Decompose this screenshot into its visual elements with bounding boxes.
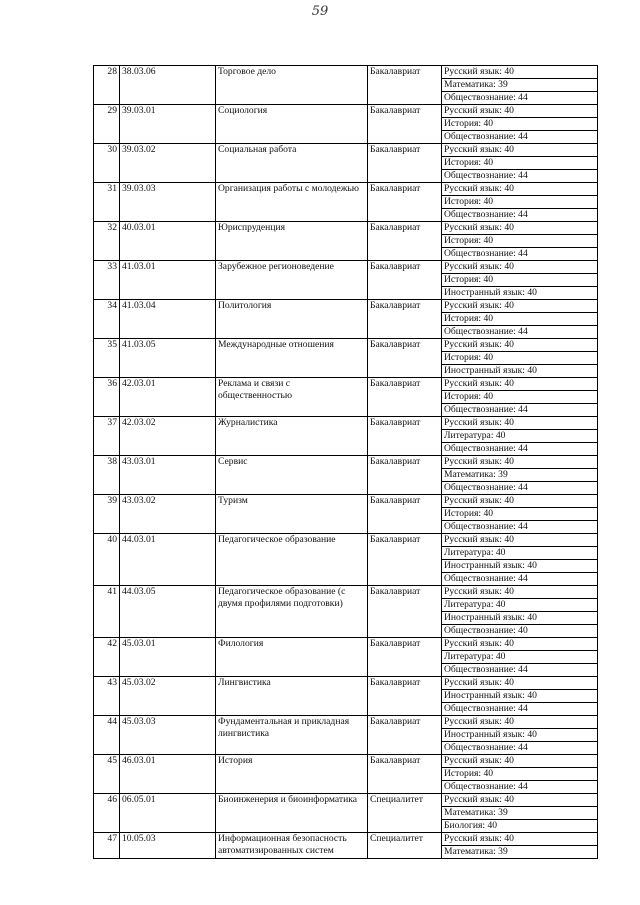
specialty-code-cell: 42.03.02 — [120, 417, 216, 456]
education-level-cell: Бакалавриат — [368, 66, 442, 105]
row-number-cell: 40 — [94, 534, 120, 586]
exam-min-score-cell: Математика: 39 — [442, 846, 598, 859]
table-row — [94, 833, 598, 846]
table-row — [94, 144, 598, 157]
exam-min-score-cell: История: 40 — [442, 118, 598, 131]
exam-min-score-cell: История: 40 — [442, 196, 598, 209]
education-level-cell: Бакалавриат — [368, 339, 442, 378]
table-row — [94, 300, 598, 313]
row-number-cell: 46 — [94, 794, 120, 833]
education-level-cell: Бакалавриат — [368, 378, 442, 417]
exam-min-score-cell: Русский язык: 40 — [442, 300, 598, 313]
specialty-code-cell: 40.03.01 — [120, 222, 216, 261]
education-level-cell: Бакалавриат — [368, 261, 442, 300]
education-level-cell: Бакалавриат — [368, 144, 442, 183]
exam-min-score-cell: Русский язык: 40 — [442, 677, 598, 690]
table-row — [94, 105, 598, 118]
table-row — [94, 66, 598, 79]
exam-min-score-cell: Иностранный язык: 40 — [442, 690, 598, 703]
exam-min-score-cell: История: 40 — [442, 157, 598, 170]
education-level-cell: Бакалавриат — [368, 300, 442, 339]
page-number: 59 — [311, 4, 329, 19]
row-number-cell: 45 — [94, 755, 120, 794]
specialty-name-cell: Фундаментальная и прикладная лингвистика — [216, 716, 368, 755]
specialty-name-cell: Социология — [216, 105, 368, 144]
specialty-code-cell: 39.03.03 — [120, 183, 216, 222]
specialty-name-cell: Реклама и связи с общественностью — [216, 378, 368, 417]
row-number-cell: 38 — [94, 456, 120, 495]
specialty-name-cell: Торговое дело — [216, 66, 368, 105]
exam-min-score-cell: Иностранный язык: 40 — [442, 729, 598, 742]
specialty-code-cell: 39.03.02 — [120, 144, 216, 183]
specialty-name-cell: Филология — [216, 638, 368, 677]
education-level-cell: Бакалавриат — [368, 716, 442, 755]
education-level-cell: Специалитет — [368, 794, 442, 833]
table-row — [94, 417, 598, 430]
specialty-name-cell: Сервис — [216, 456, 368, 495]
specialty-code-cell: 43.03.02 — [120, 495, 216, 534]
exam-min-score-cell: Русский язык: 40 — [442, 833, 598, 846]
specialty-code-cell: 44.03.01 — [120, 534, 216, 586]
row-number-cell: 35 — [94, 339, 120, 378]
exam-min-score-cell: История: 40 — [442, 274, 598, 287]
exam-min-score-cell: Русский язык: 40 — [442, 534, 598, 547]
row-number-cell: 37 — [94, 417, 120, 456]
exam-min-score-cell: Иностранный язык: 40 — [442, 560, 598, 573]
exam-min-score-cell: Обществознание: 44 — [442, 573, 598, 586]
exam-min-score-cell: Обществознание: 44 — [442, 742, 598, 755]
exam-min-score-cell: Обществознание: 44 — [442, 209, 598, 222]
specialty-code-cell: 42.03.01 — [120, 378, 216, 417]
exam-min-score-cell: Обществознание: 44 — [442, 664, 598, 677]
table-row — [94, 378, 598, 391]
specialty-name-cell: Информационная безопасность автоматизированных систем — [216, 833, 368, 859]
exam-min-score-cell: Русский язык: 40 — [442, 339, 598, 352]
exam-min-score-cell: Иностранный язык: 40 — [442, 287, 598, 300]
table-row — [94, 261, 598, 274]
row-number-cell: 41 — [94, 586, 120, 638]
specialty-name-cell: Журналистика — [216, 417, 368, 456]
education-level-cell: Бакалавриат — [368, 638, 442, 677]
table-row — [94, 794, 598, 807]
row-number-cell: 33 — [94, 261, 120, 300]
specialty-code-cell: 43.03.01 — [120, 456, 216, 495]
table-row — [94, 638, 598, 651]
exam-min-score-cell: Русский язык: 40 — [442, 222, 598, 235]
specialty-name-cell: Педагогическое образование — [216, 534, 368, 586]
education-level-cell: Бакалавриат — [368, 534, 442, 586]
exam-min-score-cell: Иностранный язык: 40 — [442, 612, 598, 625]
table-row — [94, 495, 598, 508]
exam-min-score-cell: Русский язык: 40 — [442, 638, 598, 651]
row-number-cell: 39 — [94, 495, 120, 534]
exam-min-score-cell: Литература: 40 — [442, 651, 598, 664]
table-row — [94, 677, 598, 690]
table-row — [94, 716, 598, 729]
admission-table — [93, 65, 598, 859]
specialty-code-cell: 46.03.01 — [120, 755, 216, 794]
specialty-code-cell: 41.03.05 — [120, 339, 216, 378]
education-level-cell: Бакалавриат — [368, 417, 442, 456]
exam-min-score-cell: Обществознание: 44 — [442, 131, 598, 144]
exam-min-score-cell: Литература: 40 — [442, 430, 598, 443]
education-level-cell: Бакалавриат — [368, 456, 442, 495]
specialty-name-cell: Лингвистика — [216, 677, 368, 716]
exam-min-score-cell: Литература: 40 — [442, 547, 598, 560]
exam-min-score-cell: Обществознание: 44 — [442, 482, 598, 495]
exam-min-score-cell: Русский язык: 40 — [442, 794, 598, 807]
exam-min-score-cell: Русский язык: 40 — [442, 456, 598, 469]
specialty-code-cell: 39.03.01 — [120, 105, 216, 144]
specialty-code-cell: 44.03.05 — [120, 586, 216, 638]
specialty-name-cell: Туризм — [216, 495, 368, 534]
specialty-name-cell: Международные отношения — [216, 339, 368, 378]
exam-min-score-cell: Математика: 39 — [442, 469, 598, 482]
table-row — [94, 534, 598, 547]
specialty-name-cell: История — [216, 755, 368, 794]
row-number-cell: 36 — [94, 378, 120, 417]
exam-min-score-cell: Математика: 39 — [442, 79, 598, 92]
exam-min-score-cell: Русский язык: 40 — [442, 261, 598, 274]
exam-min-score-cell: Обществознание: 40 — [442, 625, 598, 638]
education-level-cell: Бакалавриат — [368, 586, 442, 638]
specialty-name-cell: Биоинженерия и биоинформатика — [216, 794, 368, 833]
table-row — [94, 183, 598, 196]
table-row — [94, 456, 598, 469]
exam-min-score-cell: Иностранный язык: 40 — [442, 365, 598, 378]
exam-min-score-cell: История: 40 — [442, 352, 598, 365]
exam-min-score-cell: Русский язык: 40 — [442, 495, 598, 508]
exam-min-score-cell: История: 40 — [442, 391, 598, 404]
specialty-name-cell: Юриспруденция — [216, 222, 368, 261]
table-row — [94, 755, 598, 768]
exam-min-score-cell: История: 40 — [442, 235, 598, 248]
row-number-cell: 30 — [94, 144, 120, 183]
specialty-code-cell: 45.03.02 — [120, 677, 216, 716]
specialty-code-cell: 41.03.01 — [120, 261, 216, 300]
exam-min-score-cell: История: 40 — [442, 768, 598, 781]
specialty-code-cell: 06.05.01 — [120, 794, 216, 833]
row-number-cell: 44 — [94, 716, 120, 755]
exam-min-score-cell: Русский язык: 40 — [442, 755, 598, 768]
exam-min-score-cell: Русский язык: 40 — [442, 183, 598, 196]
row-number-cell: 29 — [94, 105, 120, 144]
specialty-code-cell: 38.03.06 — [120, 66, 216, 105]
exam-min-score-cell: Русский язык: 40 — [442, 66, 598, 79]
education-level-cell: Бакалавриат — [368, 183, 442, 222]
row-number-cell: 32 — [94, 222, 120, 261]
exam-min-score-cell: Русский язык: 40 — [442, 417, 598, 430]
exam-min-score-cell: Биология: 40 — [442, 820, 598, 833]
row-number-cell: 43 — [94, 677, 120, 716]
table-row — [94, 339, 598, 352]
specialty-code-cell: 41.03.04 — [120, 300, 216, 339]
specialty-name-cell: Организация работы с молодежью — [216, 183, 368, 222]
specialty-name-cell: Социальная работа — [216, 144, 368, 183]
row-number-cell: 31 — [94, 183, 120, 222]
education-level-cell: Бакалавриат — [368, 677, 442, 716]
exam-min-score-cell: История: 40 — [442, 508, 598, 521]
exam-min-score-cell: История: 40 — [442, 313, 598, 326]
exam-min-score-cell: Обществознание: 44 — [442, 443, 598, 456]
exam-min-score-cell: Русский язык: 40 — [442, 378, 598, 391]
specialty-code-cell: 45.03.01 — [120, 638, 216, 677]
exam-min-score-cell: Русский язык: 40 — [442, 144, 598, 157]
row-number-cell: 28 — [94, 66, 120, 105]
specialty-name-cell: Педагогическое образование (с двумя профилями подготовки) — [216, 586, 368, 638]
exam-min-score-cell: Литература: 40 — [442, 599, 598, 612]
education-level-cell: Бакалавриат — [368, 222, 442, 261]
table-body — [94, 66, 598, 859]
specialty-code-cell: 10.05.03 — [120, 833, 216, 859]
exam-min-score-cell: Обществознание: 44 — [442, 781, 598, 794]
exam-min-score-cell: Русский язык: 40 — [442, 105, 598, 118]
row-number-cell: 42 — [94, 638, 120, 677]
exam-min-score-cell: Обществознание: 44 — [442, 703, 598, 716]
education-level-cell: Бакалавриат — [368, 755, 442, 794]
row-number-cell: 47 — [94, 833, 120, 859]
specialty-name-cell: Зарубежное регионоведение — [216, 261, 368, 300]
table-row — [94, 586, 598, 599]
exam-min-score-cell: Обществознание: 44 — [442, 248, 598, 261]
exam-min-score-cell: Обществознание: 44 — [442, 170, 598, 183]
exam-min-score-cell: Обществознание: 44 — [442, 326, 598, 339]
exam-min-score-cell: Русский язык: 40 — [442, 716, 598, 729]
exam-min-score-cell: Обществознание: 44 — [442, 92, 598, 105]
exam-min-score-cell: Русский язык: 40 — [442, 586, 598, 599]
specialty-name-cell: Политология — [216, 300, 368, 339]
exam-min-score-cell: Обществознание: 44 — [442, 404, 598, 417]
education-level-cell: Бакалавриат — [368, 495, 442, 534]
exam-min-score-cell: Математика: 39 — [442, 807, 598, 820]
education-level-cell: Специалитет — [368, 833, 442, 859]
education-level-cell: Бакалавриат — [368, 105, 442, 144]
exam-min-score-cell: Обществознание: 44 — [442, 521, 598, 534]
table-row — [94, 222, 598, 235]
row-number-cell: 34 — [94, 300, 120, 339]
specialty-code-cell: 45.03.03 — [120, 716, 216, 755]
